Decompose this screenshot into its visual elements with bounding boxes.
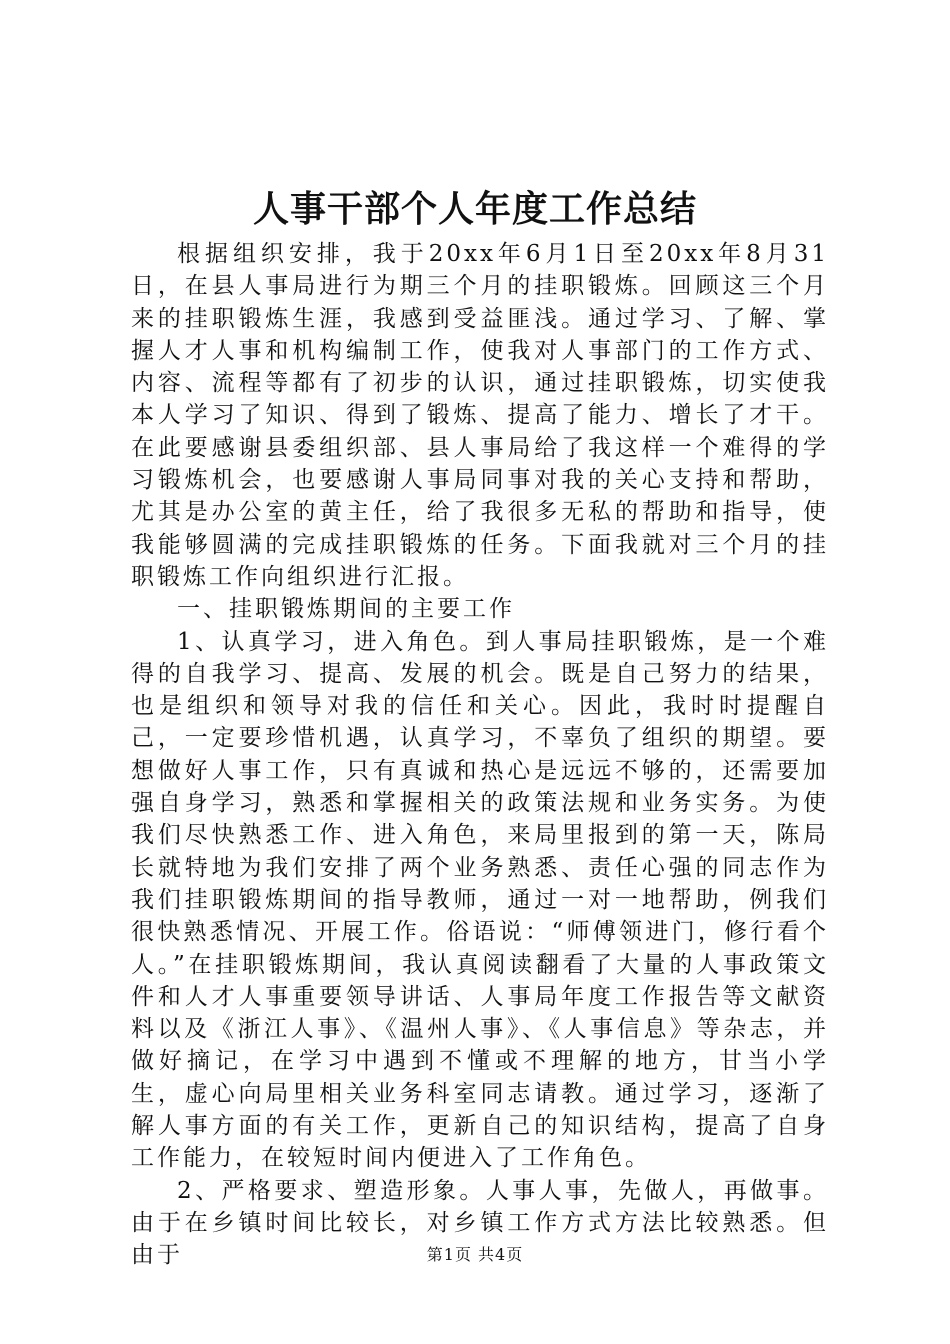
document-body (131, 238, 829, 1272)
page-footer: 第1页 共4页 (426, 1245, 524, 1264)
document-title: 人事干部个人年度工作总结 (252, 188, 697, 230)
paragraph-study: 1、认真学习，进入角色。到人事局挂职锻炼，是一个难得的自我学习、提高、发展的机会。既是自己努力的结果，也是组织和领导对我的信任和关心。因此，我时时提醒自己，一定要珍惜机遇，认真学习，不辜负了组织的期望。要想做好人事工作，只有真诚和热心是远远不够的，还需要加强自身学习，熟悉和掌握相关的政策法规和业务实务。为使我们尽快熟悉工作、进入角色，来局里报到的第一天，陈局长就特地为我们安排了两个业务熟悉、责任心强的同志作为我们挂职锻炼期间的指导教师，通过一对一地帮助，例我们很快熟悉情况、开展工作。俗语说：“师傅领进门，修行看个人。”在挂职锻炼期间，我认真阅读翻看了大量的人事政策文件和人才人事重要领导讲话、人事局年度工作报告等文献资料以及《浙江人事》、《温州人事》、《人事信息》等杂志，并做好摘记，在学习中遇到不懂或不理解的地方，甘当小学生，虚心向局里相关业务科室同志请教。通过学习，逐渐了解人事方面的有关工作，更新自己的知识结构，提高了自身工作能力，在较短时间内便进入了工作角色。 (131, 628, 829, 1172)
paragraph-requirements: 2、严格要求、塑造形象。人事人事，先做人，再做事。由于在乡镇时间比较长，对乡镇工作方式方法比较熟悉。但由于 (131, 1177, 829, 1269)
paragraph-intro: 根据组织安排，我于20xx年6月1日至20xx年8月31日，在县人事局进行为期三个月的挂职锻炼。回顾这三个月来的挂职锻炼生涯，我感到受益匪浅。通过学习、了解、掌握人才人事和机构编制工作，使我对人事部门的工作方式、内容、流程等都有了初步的认识，通过挂职锻炼，切实使我本人学习了知识、得到了锻炼、提高了能力、增长了才干。在此要感谢县委组织部、县人事局给了我这样一个难得的学习锻炼机会，也要感谢人事局同事对我的关心支持和帮助，尤其是办公室的黄主任，给了我很多无私的帮助和指导，使我能够圆满的完成挂职锻炼的任务。下面我就对三个月的挂职锻炼工作向组织进行汇报。 (131, 241, 829, 590)
section-heading: 一、挂职锻炼期间的主要工作 (177, 596, 515, 623)
